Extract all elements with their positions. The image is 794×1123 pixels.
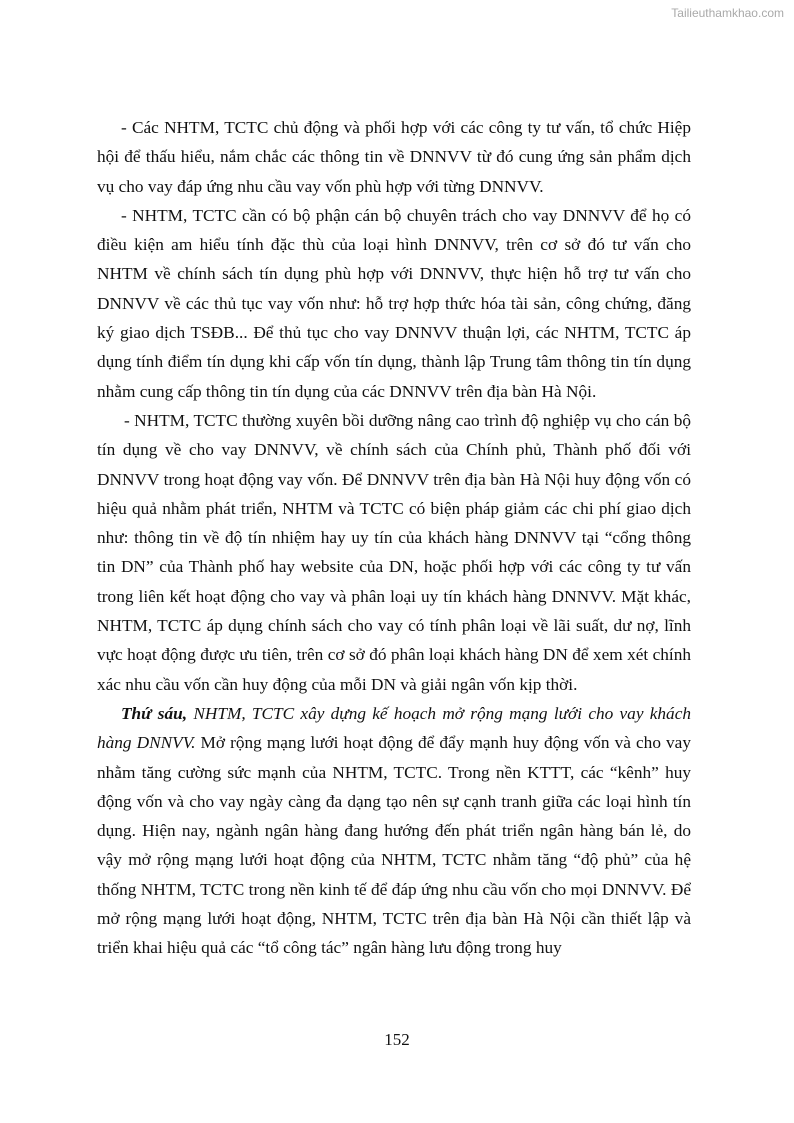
watermark: Tailieuthamkhao.com (671, 6, 784, 20)
paragraph: - NHTM, TCTC thường xuyên bồi dưỡng nâng cao trình độ nghiệp vụ cho cán bộ tín dụng về cho vay DNNVV, về chính sách của Chính phủ, Thành phố đối với DNNVV trong hoạt động vay vốn. Để DNNVV trên địa bàn Hà Nội huy động vốn có hiệu quả nhằm phát triển, NHTM và TCTC có biện pháp giảm các chi phí giao dịch như: thông tin về độ tín nhiệm hay uy tín của khách hàng DNNVV tại “cổng thông tin DN” của Thành phố hay website của DN, hoặc phối hợp với các công ty tư vấn trong liên kết hoạt động cho vay và phân loại uy tín khách hàng DNNVV. Mặt khác, NHTM, TCTC áp dụng chính sách cho vay có tính phân loại về lãi suất, dư nợ, lĩnh vực hoạt động được ưu tiên, trên cơ sở đó phân loại khách hàng DN để xem xét chính xác nhu cầu vốn cần huy động của mỗi DN và giải ngân vốn kịp thời. (97, 410, 691, 694)
page-body (97, 113, 691, 963)
paragraph: - Các NHTM, TCTC chủ động và phối hợp với các công ty tư vấn, tổ chức Hiệp hội để thấu hiểu, nắm chắc các thông tin về DNNVV từ đó cung ứng sản phẩm dịch vụ cho vay đáp ứng nhu cầu vay vốn phù hợp với từng DNNVV. (97, 118, 691, 196)
page-number: 152 (384, 1030, 410, 1049)
paragraph-lead: Thứ sáu, (121, 703, 188, 723)
paragraph-lead-rest: NHTM, TCTC xây dựng kế hoạch mở rộng mạng lưới cho vay khách hàng DNNVV. (97, 703, 692, 753)
paragraph (97, 699, 691, 963)
paragraph-body: Mở rộng mạng lưới hoạt động để đẩy mạnh huy động vốn và cho vay nhằm tăng cường sức mạnh của NHTM, TCTC. Trong nền KTTT, các “kênh” huy động vốn và cho vay ngày càng đa dạng tạo nên sự cạnh tranh giữa các loại hình tín dụng. Hiện nay, ngành ngân hàng đang hướng đến phát triển ngân hàng bán lẻ, do vậy mở rộng mạng lưới hoạt động của NHTM, TCTC nhằm tăng “độ phủ” của hệ thống NHTM, TCTC trong nền kinh tế để đáp ứng nhu cầu vốn cho mọi DNNVV. Để mở rộng mạng lưới hoạt động, NHTM, TCTC trên địa bàn Hà Nội cần thiết lập và triển khai hiệu quả các “tổ công tác” ngân hàng lưu động trong huy (97, 733, 691, 958)
paragraph: - NHTM, TCTC cần có bộ phận cán bộ chuyên trách cho vay DNNVV để họ có điều kiện am hiểu tính đặc thù của loại hình DNNVV, trên cơ sở đó tư vấn cho NHTM về chính sách tín dụng phù hợp với DNNVV, thực hiện hỗ trợ tư vấn cho DNNVV về các thủ tục vay vốn như: hỗ trợ hợp thức hóa tài sản, công chứng, đăng ký giao dịch TSĐB... Để thủ tục cho vay DNNVV thuận lợi, các NHTM, TCTC áp dụng tính điểm tín dụng khi cấp vốn tín dụng, thành lập Trung tâm thông tin tín dụng nhằm cung cấp thông tin tín dụng của các DNNVV trên địa bàn Hà Nội. (97, 205, 691, 401)
